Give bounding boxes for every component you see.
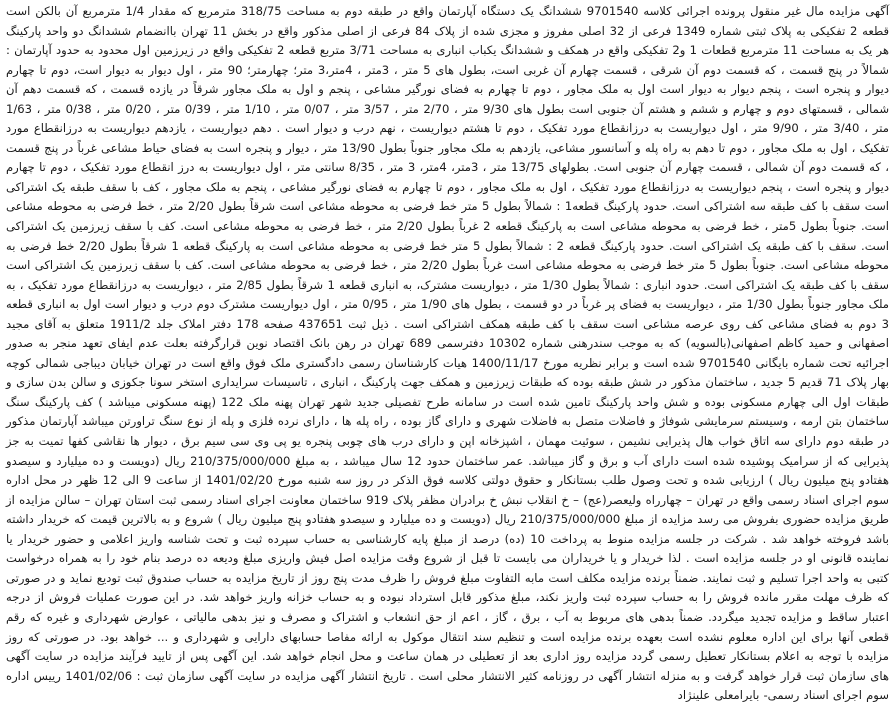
auction-notice-text: آگهی مزایده مال غیر منقول پرونده اجرائی کلاسه 9701540 ششدانگ یک دستگاه آپارتمان واقع در طبقه دوم به مساحت 318/75 مترمربع که مقدار 1/4 مترمربع آن بالکن است قطعه 2 تفکیکی به پلاک ثبتی شماره 1349 فرعی از 32 اصلی مفروز و مجزی شده از پلاک 84 فرعی از اصلی مذکور واقع در بخش 11 تهران باانضمام ششدانگ دو واحد پارکینگ هر یک به مساحت 11 مترمربع قطعات 1 و2 تفکیکی واقع در همکف و ششدانگ یکباب انباری به مساحت 3/71 متربع قطعه 2 تفکیکی واقع در زیرزمین اول محدود به حدود آپارتمان : شمالاً در پنج قسمت ، که قسمت دوم آن شرقی ، قسمت چهارم آن غربی است، بطول های 5 متر ، 3متر ، 4متر،3 متر؛ چهارمتر؛ 90 متر ، اول دیوار به دیوار است، دوم تا چهارم دیوار و پنجره است ، پنجم دیوار به دیوار است اول به ملک مجاور ، دوم تا چهارم به فضای نورگیر مشاعی ، پنجم و اول به ملک مجاور شرقاً در یازده قسمت ، که قسمت دهم آن شمالی ، قسمتهای دوم و چهارم و ششم و هشتم آن جنوبی است بطول های 9/30 متر ، 2/70 متر ، 3/57 متر ، 0/07 متر ، 1/10 متر ، 0/39 متر ، 0/20 متر ، 0/38 متر ، 1/63 متر ، 3/40 متر ، 9/90 متر ، اول دیواریست به درزانقطاع مورد تفکیک ، دوم تا هشتم دیواریست ، نهم درب و دیوار است . دهم دیواریست ، یازدهم دیواریست به درزانقطاع مورد تفکیک ، اول به ملک مجاور ، دوم تا دهم به راه پله و آسانسور مشاعی، یازدهم به ملک مجاور جنوباً بطول 13/90 متر ، دیوار و پنجره است به فضای حیاط مشاعی غرباً در پنج قسمت ، که قسمت دوم آن شمالی ، قسمت چهارم آن جنوبی است. بطولهای 13/75 متر ، 3متر، 4متر، 3 متر ، 8/35 سانتی متر ، اول دیواریست به درز انقطاع مورد تفکیک ، دوم تا چهارم دیوار و پنجره است ، پنجم دیواریست به درزانقطاع مورد تفکیک ، اول به ملک مجاور ، دوم تا چهارم به فضای نورگیر مشاعی ، پنجم به ملک مجاور ، کف با سقف طبقه یک اشتراکی است سقف با کف طبقه سه اشتراکی است. حدود پارکینگ قطعه1 : شمالاً بطول 5 متر خط فرضی به محوطه مشاعی است شرقاً بطول 2/20 متر ، خط فرضی به محوطه مشاعی است. جنوباً بطول 5متر ، خط فرضی به محوطه مشاعی است به پارکینگ قطعه 2 غرباً بطول 2/20 متر ، خط فرضی به محوطه مشاعی است. کف با سقف زیرزمین یک اشتراکی است. سقف با کف طبقه یک اشتراکی است. حدود پارکینگ قطعه 2 : شمالاً بطول 5 متر خط فرضی به محوطه مشاعی است به پارکینگ قطعه 1 شرقاً بطول 2/20 خط فرضی به محوطه مشاعی است. جنوباً بطول 5 متر خط فرضی به محوطه مشاعی است غرباً بطول 2/20 متر ، خط فرضی به محوطه مشاعی است. کف با سقف زیرزمین یک اشتراکی است سقف با کف طبقه یک اشتراکی است. حدود انباری : شمالاً بطول 1/30 متر ، دیواریست مشترک، به انباری قطعه 1 شرقاً بطول 2/85 متر ، دیواریست به درزانقطاع مورد تفکیک ، به ملک مجاور جنوباً بطول 1/30 متر ، دیواریست به فضای پر غرباً در دو قسمت ، بطول های 1/90 متر ، 0/95 متر ، اول دیواریست مشترک دوم درب و دیوار است اول به انباری قطعه 3 دوم به فضای مشاعی کف روی عرصه مشاعی است سقف با کف طبقه همکف اشتراکی است . ذیل ثبت 437651 صفحه 178 دفتر املاک جلد 1911/2 متعلق به آقای مجید اصفهانی و حمید کاظم اصفهانی(بالسویه) که به موجب سندرهنی شماره 10302 دفترسمی 689 تهران در رهن بانک اقتصاد نوین قرارگرفته بعلت عدم ایفای تعهد منجر به صدور اجرائیه تحت شماره بایگانی 9701540 شده است و برابر نظریه مورخ 1400/11/17 هیات کارشناسان رسمی دادگستری ملک فوق واقع است در تهران خیابان دیباجی شمالی کوچه بهار پلاک 71 قدیم 5 جدید ، ساختمان مذکور در شش طبقه بوده که طبقات زیرزمین و همکف جهت پارکینگ ، انباری ، تاسیسات سرایداری استخر سونا جکوزی و سالن بدن سازی و طبقات اول الی چهارم مسکونی بوده و شش واحد پارکینگ تامین شده است در سامانه طرح تفصیلی جدید شهر تهران پهنه ملک 122 (پهنه مسکونی میباشد ) کف پارکینگ سنگ ساختمان بتن ارمه ، وسیستم سرمایشی شوفاژ و فاضلات متصل به فاضلات شهری و دارای گاز بوده ، راه پله ها ، دارای نرده فلزی و پله از نوع سنگ تراورتن میباشد آپارتمان مذکور در طبقه دوم دارای سه اتاق خواب هال پذیرایی نشیمن ، سوئیت مهمان ، اشپزخانه اپن و دارای درب های چوبی پنجره یو پی وی سی سیم برق ، دیوار ها نقاشی کفها تمیت به جز پذیرایی که از سرامیک پوشیده شده است دارای آب و برق و گاز میباشد. عمر ساختمان حدود 12 سال میباشد ، به مبلغ 210/375/000/000 ریال (دویست و ده میلیارد و سیصدو هفتادو پنج میلیون ریال ) ارزیابی شده و تحت وصول طلب بستانکار و حقوق دولتی کلاسه فوق الذکر در روز سه شنبه مورخ 1401/02/20 از ساعت 9 الی 12 ظهر در محل اداره سوم اجرای اسناد رسمی واقع در تهران – چهارراه ولیعصر(عج) – خ انقلاب نبش خ برادران مظفر پلاک 919 ساختمان معاونت اجرای اسناد رسمی ثبت استان تهران – سالن مزایده از طریق مزایده حضوری بفروش می رسد مزایده از مبلغ 210/375/000/000 ریال (دویست و ده میلیارد و سیصدو هفتادو پنج میلیون ریال ) شروع و به بالاترین قیمت که خریدار داشته باشد فروخته خواهد شد . شرکت در جلسه مزایده منوط به پرداخت 10 (ده) درصد از مبلغ پایه کارشناسی به حساب سپرده ثبت و تحت شناسه واریز اعلامی و حضور خریدار یا نماینده قانونی او در جلسه مزایده است . لذا خریدار و یا خریداران می بایست تا قبل از شروع وقت مزایده اصل فیش واریزی مبلغ ودیعه ده درصد بنام خود را به همراه درخواست کتبی به واحد اجرا تسلیم و ثبت نمایند. ضمناً برنده مزایده مکلف است مابه التفاوت مبلغ فروش را ظرف مدت پنج روز از تاریخ مزایده به حساب صندوق ثبت تودیع نماید و در صورتی که ظرف مهلت مقرر مانده فروش را به حساب سپرده ثبت واریز نکند، مبلغ مذکور قابل استرداد نبوده و به حساب خزانه واریز خواهد شد. در این صورت عملیات فروش از درجه اعتبار ساقط و مزایده تجدید میگردد. ضمناً بدهی های مربوط به آب ، برق ، گاز ، اعم از حق انشعاب و اشتراک و مصرف و نیز بدهی مالیاتی ، عوارض شهرداری و غیره که رقم قطعی آنها برای این اداره معلوم نشده است بعهده برنده مزایده است و تنظیم سند انتقال موکول به ارائه مفاصا حسابهای دارایی و شهرداری و ... خواهد بود. در صورتی که روز مزایده با توجه به اعلام بستانکار تعطیل رسمی گردد مزایده روز اداری بعد از تعطیلی در همان ساعت و محل انجام خواهد شد. این آگهی پس از تایید فرآیند مزایده در سایت آگهی های سازمان ثبت قرار خواهد گرفت و به منزله انتشار آگهی در روزنامه کثیر الانتشار محلی است . تاریخ انتشار آگهی مزایده در سایت آگهی سازمان ثبت : 1401/02/06 رییس اداره سوم اجرای اسناد رسمی- بایرامعلی علینژاد — [6, 4, 890, 703]
